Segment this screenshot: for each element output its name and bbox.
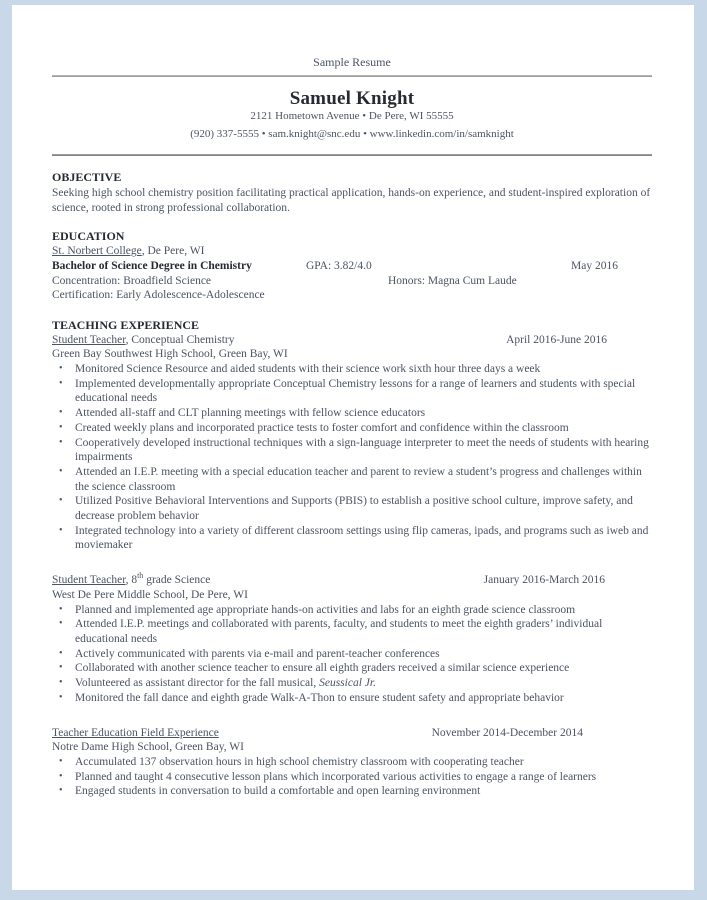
page-content bbox=[12, 5, 694, 799]
document-label: Sample Resume bbox=[313, 55, 391, 69]
bullet-item: • Collaborated with another science teacher to ensure all eighth graders received a similar science experience bbox=[52, 661, 652, 676]
job-subject-post: grade Science bbox=[143, 574, 211, 587]
header-divider bbox=[52, 154, 652, 157]
bullet-item: • Attended an I.E.P. meeting with a special education teacher and parent to review a student’s progress and challenges within the science classroom bbox=[52, 465, 652, 494]
job-entry-8th-grade-science bbox=[52, 573, 652, 705]
job-title: Teacher Education Field Experience bbox=[52, 726, 219, 739]
experience-heading: TEACHING EXPERIENCE bbox=[52, 317, 200, 332]
education-section bbox=[52, 229, 652, 303]
job-title-line bbox=[52, 573, 652, 588]
school-line bbox=[52, 244, 652, 259]
job-location: Notre Dame High School, Green Bay, WI bbox=[52, 741, 244, 754]
concentration-line bbox=[52, 274, 652, 289]
job-subject-pre: , 8 bbox=[125, 574, 138, 587]
bullet-item: • Implemented developmentally appropriate Conceptual Chemistry lessons for a range of learners and students with special educational needs bbox=[52, 377, 652, 406]
job-title-line bbox=[52, 333, 652, 348]
bullet-item: • Attended all-staff and CLT planning meetings with fellow science educators bbox=[52, 406, 652, 421]
bullet-item: • Created weekly plans and incorporated practice tests to foster comfort and confidence within the classroom bbox=[52, 421, 652, 436]
objective-text: Seeking high school chemistry position facilitating practical application, hands-on experience, and student-inspired exploration of science, rooted in strong professional collaboration. bbox=[52, 187, 651, 214]
concentration-value: Concentration: Broadfield Science bbox=[52, 274, 212, 287]
honors-value: Honors: Magna Cum Laude bbox=[388, 274, 517, 287]
bullet-italic-text: Seussical Jr. bbox=[319, 677, 376, 690]
job-title: Student Teacher bbox=[52, 574, 126, 587]
degree-line bbox=[52, 259, 652, 274]
job-dates: November 2014-December 2014 bbox=[431, 726, 583, 739]
bullet-item bbox=[52, 676, 652, 691]
address-line: 2121 Hometown Avenue • De Pere, WI 55555 bbox=[250, 110, 454, 123]
bullet-item: • Engaged students in conversation to build a comfortable and open learning environment bbox=[52, 784, 652, 799]
job-location: Green Bay Southwest High School, Green Bay, WI bbox=[52, 348, 288, 361]
job-subject: , Conceptual Chemistry bbox=[125, 333, 235, 346]
graduation-date: May 2016 bbox=[571, 259, 618, 272]
experience-section bbox=[52, 318, 652, 799]
job-entry-field-experience bbox=[52, 726, 652, 800]
bullet-item: • Integrated technology into a variety of different classroom settings using flip cameras, ipads, and programs such as iweb and moviemaker bbox=[52, 524, 652, 553]
candidate-name: Samuel Knight bbox=[289, 87, 415, 109]
bullet-item: • Cooperatively developed instructional techniques with a sign-language interpreter to meet the needs of students with hearing impairments bbox=[52, 436, 652, 465]
job-bullet-list bbox=[52, 603, 652, 706]
bullet-item: • Utilized Positive Behavioral Interventions and Supports (PBIS) to establish a positive school culture, improve safety, and decrease problem behavior bbox=[52, 494, 652, 523]
job-subject-superscript: th bbox=[137, 571, 144, 581]
certification-value: Certification: Early Adolescence-Adolescence bbox=[52, 289, 265, 302]
school-name: St. Norbert College bbox=[52, 245, 142, 258]
job-title: Student Teacher bbox=[52, 333, 126, 346]
degree-title: Bachelor of Science Degree in Chemistry bbox=[52, 259, 252, 272]
job-location: West De Pere Middle School, De Pere, WI bbox=[52, 588, 248, 601]
gpa-value: GPA: 3.82/4.0 bbox=[306, 259, 372, 272]
contact-line: (920) 337-5555 • sam.knight@snc.edu • www.linkedin.com/in/samknight bbox=[190, 128, 514, 141]
bullet-item: • Monitored the fall dance and eighth grade Walk-A-Thon to ensure student safety and appropriate behavior bbox=[52, 691, 652, 706]
bullet-item: • Planned and taught 4 consecutive lesson plans which incorporated various activities to engage a range of learners bbox=[52, 770, 652, 785]
bullet-item: • Actively communicated with parents via e-mail and parent-teacher conferences bbox=[52, 647, 652, 662]
certification-line bbox=[52, 288, 652, 303]
bullet-item: • Attended I.E.P. meetings and collaborated with parents, faculty, and students to meet the eighth graders’ individual educational needs bbox=[52, 617, 652, 646]
bullet-text: Volunteered as assistant director for the fall musical, bbox=[75, 677, 320, 690]
job-bullet-list bbox=[52, 755, 652, 799]
education-heading: EDUCATION bbox=[52, 229, 125, 244]
resume-page bbox=[12, 5, 694, 890]
school-location: , De Pere, WI bbox=[141, 245, 205, 258]
bullet-item: • Monitored Science Resource and aided students with their science work sixth hour three days a week bbox=[52, 362, 652, 377]
objective-heading: OBJECTIVE bbox=[52, 170, 122, 185]
job-entry-conceptual-chemistry bbox=[52, 333, 652, 554]
top-divider bbox=[52, 75, 652, 77]
bullet-item: • Planned and implemented age appropriate hands-on activities and labs for an eighth grade science classroom bbox=[52, 603, 652, 618]
job-dates: January 2016-March 2016 bbox=[483, 574, 605, 587]
job-bullet-list bbox=[52, 362, 652, 553]
bullet-item: • Accumulated 137 observation hours in high school chemistry classroom with cooperating teacher bbox=[52, 755, 652, 770]
job-dates: April 2016-June 2016 bbox=[506, 333, 607, 346]
job-title-line bbox=[52, 726, 652, 741]
